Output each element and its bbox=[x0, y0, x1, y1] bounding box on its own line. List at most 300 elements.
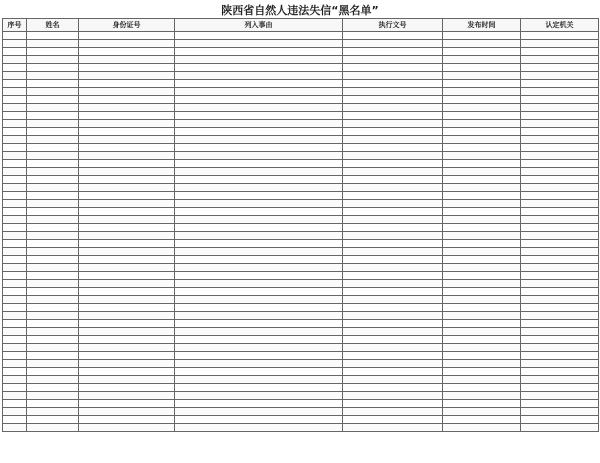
cell-authority bbox=[521, 248, 599, 256]
cell-id-number bbox=[79, 240, 175, 248]
cell-name bbox=[27, 368, 79, 376]
cell-id-number bbox=[79, 272, 175, 280]
cell-name bbox=[27, 192, 79, 200]
cell-name bbox=[27, 144, 79, 152]
cell-publish-date bbox=[443, 224, 521, 232]
table-row bbox=[3, 176, 599, 184]
table-row bbox=[3, 280, 599, 288]
cell-authority bbox=[521, 48, 599, 56]
cell-name bbox=[27, 184, 79, 192]
table-row bbox=[3, 424, 599, 432]
cell-index bbox=[3, 48, 27, 56]
table-row bbox=[3, 200, 599, 208]
cell-name bbox=[27, 112, 79, 120]
cell-case-number bbox=[343, 360, 443, 368]
cell-publish-date bbox=[443, 160, 521, 168]
cell-authority bbox=[521, 64, 599, 72]
cell-name bbox=[27, 200, 79, 208]
table-row bbox=[3, 360, 599, 368]
cell-authority bbox=[521, 184, 599, 192]
cell-authority bbox=[521, 104, 599, 112]
cell-case-number bbox=[343, 152, 443, 160]
column-header-index: 序号 bbox=[3, 19, 27, 32]
cell-id-number bbox=[79, 400, 175, 408]
cell-authority bbox=[521, 200, 599, 208]
cell-case-number bbox=[343, 48, 443, 56]
cell-index bbox=[3, 408, 27, 416]
cell-publish-date bbox=[443, 304, 521, 312]
table-row bbox=[3, 264, 599, 272]
table-row bbox=[3, 224, 599, 232]
cell-reason bbox=[175, 224, 343, 232]
cell-case-number bbox=[343, 64, 443, 72]
cell-case-number bbox=[343, 240, 443, 248]
cell-authority bbox=[521, 72, 599, 80]
cell-index bbox=[3, 360, 27, 368]
cell-publish-date bbox=[443, 192, 521, 200]
cell-id-number bbox=[79, 224, 175, 232]
cell-name bbox=[27, 168, 79, 176]
cell-id-number bbox=[79, 112, 175, 120]
cell-index bbox=[3, 344, 27, 352]
cell-id-number bbox=[79, 96, 175, 104]
cell-reason bbox=[175, 200, 343, 208]
cell-publish-date bbox=[443, 144, 521, 152]
cell-index bbox=[3, 80, 27, 88]
cell-reason bbox=[175, 192, 343, 200]
cell-authority bbox=[521, 80, 599, 88]
cell-reason bbox=[175, 128, 343, 136]
cell-index bbox=[3, 160, 27, 168]
cell-id-number bbox=[79, 344, 175, 352]
cell-authority bbox=[521, 168, 599, 176]
table-row bbox=[3, 232, 599, 240]
cell-name bbox=[27, 328, 79, 336]
table-row bbox=[3, 112, 599, 120]
cell-id-number bbox=[79, 360, 175, 368]
table-row bbox=[3, 248, 599, 256]
cell-id-number bbox=[79, 248, 175, 256]
cell-id-number bbox=[79, 216, 175, 224]
cell-reason bbox=[175, 72, 343, 80]
cell-id-number bbox=[79, 304, 175, 312]
cell-case-number bbox=[343, 144, 443, 152]
cell-index bbox=[3, 56, 27, 64]
cell-id-number bbox=[79, 352, 175, 360]
cell-reason bbox=[175, 232, 343, 240]
cell-case-number bbox=[343, 232, 443, 240]
cell-id-number bbox=[79, 168, 175, 176]
cell-case-number bbox=[343, 368, 443, 376]
cell-case-number bbox=[343, 320, 443, 328]
cell-name bbox=[27, 248, 79, 256]
cell-id-number bbox=[79, 312, 175, 320]
cell-reason bbox=[175, 352, 343, 360]
cell-id-number bbox=[79, 408, 175, 416]
cell-case-number bbox=[343, 304, 443, 312]
cell-authority bbox=[521, 232, 599, 240]
cell-authority bbox=[521, 408, 599, 416]
cell-case-number bbox=[343, 208, 443, 216]
cell-reason bbox=[175, 264, 343, 272]
cell-reason bbox=[175, 312, 343, 320]
cell-name bbox=[27, 320, 79, 328]
table-row bbox=[3, 72, 599, 80]
cell-id-number bbox=[79, 384, 175, 392]
table-row bbox=[3, 56, 599, 64]
cell-index bbox=[3, 224, 27, 232]
cell-name bbox=[27, 208, 79, 216]
cell-reason bbox=[175, 272, 343, 280]
cell-name bbox=[27, 352, 79, 360]
table-row bbox=[3, 32, 599, 40]
table-row bbox=[3, 304, 599, 312]
cell-case-number bbox=[343, 184, 443, 192]
cell-name bbox=[27, 232, 79, 240]
cell-id-number bbox=[79, 288, 175, 296]
cell-index bbox=[3, 256, 27, 264]
cell-name bbox=[27, 416, 79, 424]
cell-authority bbox=[521, 112, 599, 120]
cell-case-number bbox=[343, 56, 443, 64]
cell-id-number bbox=[79, 40, 175, 48]
table-body bbox=[3, 32, 599, 432]
table-row bbox=[3, 376, 599, 384]
cell-case-number bbox=[343, 128, 443, 136]
cell-case-number bbox=[343, 160, 443, 168]
cell-name bbox=[27, 304, 79, 312]
cell-id-number bbox=[79, 72, 175, 80]
cell-publish-date bbox=[443, 320, 521, 328]
cell-reason bbox=[175, 40, 343, 48]
cell-reason bbox=[175, 256, 343, 264]
cell-index bbox=[3, 152, 27, 160]
cell-reason bbox=[175, 64, 343, 72]
cell-case-number bbox=[343, 32, 443, 40]
table-row bbox=[3, 256, 599, 264]
cell-index bbox=[3, 312, 27, 320]
cell-id-number bbox=[79, 144, 175, 152]
cell-case-number bbox=[343, 136, 443, 144]
cell-name bbox=[27, 312, 79, 320]
cell-case-number bbox=[343, 328, 443, 336]
cell-index bbox=[3, 168, 27, 176]
cell-publish-date bbox=[443, 120, 521, 128]
cell-id-number bbox=[79, 120, 175, 128]
table-row bbox=[3, 392, 599, 400]
cell-publish-date bbox=[443, 104, 521, 112]
table-row bbox=[3, 104, 599, 112]
cell-publish-date bbox=[443, 328, 521, 336]
cell-case-number bbox=[343, 216, 443, 224]
cell-id-number bbox=[79, 80, 175, 88]
cell-name bbox=[27, 264, 79, 272]
cell-name bbox=[27, 152, 79, 160]
cell-index bbox=[3, 240, 27, 248]
cell-authority bbox=[521, 128, 599, 136]
cell-index bbox=[3, 288, 27, 296]
cell-index bbox=[3, 96, 27, 104]
table-row bbox=[3, 96, 599, 104]
cell-name bbox=[27, 408, 79, 416]
cell-publish-date bbox=[443, 112, 521, 120]
cell-publish-date bbox=[443, 72, 521, 80]
cell-authority bbox=[521, 144, 599, 152]
table-row bbox=[3, 88, 599, 96]
cell-name bbox=[27, 160, 79, 168]
cell-name bbox=[27, 176, 79, 184]
cell-index bbox=[3, 248, 27, 256]
cell-id-number bbox=[79, 264, 175, 272]
table-row bbox=[3, 40, 599, 48]
cell-authority bbox=[521, 336, 599, 344]
cell-case-number bbox=[343, 176, 443, 184]
cell-name bbox=[27, 376, 79, 384]
cell-reason bbox=[175, 112, 343, 120]
cell-name bbox=[27, 272, 79, 280]
cell-publish-date bbox=[443, 208, 521, 216]
table-row bbox=[3, 152, 599, 160]
cell-index bbox=[3, 352, 27, 360]
cell-name bbox=[27, 360, 79, 368]
cell-reason bbox=[175, 136, 343, 144]
table-row bbox=[3, 344, 599, 352]
cell-name bbox=[27, 216, 79, 224]
cell-authority bbox=[521, 328, 599, 336]
cell-publish-date bbox=[443, 400, 521, 408]
column-header-authority: 认定机关 bbox=[521, 19, 599, 32]
table-row bbox=[3, 384, 599, 392]
cell-authority bbox=[521, 192, 599, 200]
cell-publish-date bbox=[443, 96, 521, 104]
cell-publish-date bbox=[443, 368, 521, 376]
cell-publish-date bbox=[443, 344, 521, 352]
cell-publish-date bbox=[443, 48, 521, 56]
cell-reason bbox=[175, 168, 343, 176]
cell-authority bbox=[521, 120, 599, 128]
cell-case-number bbox=[343, 192, 443, 200]
cell-authority bbox=[521, 288, 599, 296]
cell-index bbox=[3, 184, 27, 192]
cell-reason bbox=[175, 176, 343, 184]
cell-authority bbox=[521, 272, 599, 280]
cell-index bbox=[3, 88, 27, 96]
cell-publish-date bbox=[443, 168, 521, 176]
cell-authority bbox=[521, 216, 599, 224]
cell-case-number bbox=[343, 80, 443, 88]
cell-index bbox=[3, 320, 27, 328]
cell-publish-date bbox=[443, 360, 521, 368]
table-row bbox=[3, 416, 599, 424]
cell-id-number bbox=[79, 128, 175, 136]
cell-id-number bbox=[79, 56, 175, 64]
cell-id-number bbox=[79, 176, 175, 184]
table-row bbox=[3, 216, 599, 224]
cell-authority bbox=[521, 264, 599, 272]
table-row bbox=[3, 272, 599, 280]
cell-case-number bbox=[343, 264, 443, 272]
cell-authority bbox=[521, 56, 599, 64]
cell-name bbox=[27, 128, 79, 136]
cell-authority bbox=[521, 344, 599, 352]
cell-authority bbox=[521, 256, 599, 264]
cell-index bbox=[3, 200, 27, 208]
cell-id-number bbox=[79, 64, 175, 72]
cell-index bbox=[3, 216, 27, 224]
cell-reason bbox=[175, 144, 343, 152]
cell-authority bbox=[521, 384, 599, 392]
cell-id-number bbox=[79, 320, 175, 328]
cell-authority bbox=[521, 360, 599, 368]
cell-id-number bbox=[79, 88, 175, 96]
cell-reason bbox=[175, 88, 343, 96]
cell-index bbox=[3, 176, 27, 184]
cell-publish-date bbox=[443, 32, 521, 40]
cell-id-number bbox=[79, 160, 175, 168]
cell-reason bbox=[175, 360, 343, 368]
cell-case-number bbox=[343, 280, 443, 288]
table-row bbox=[3, 160, 599, 168]
cell-index bbox=[3, 392, 27, 400]
cell-name bbox=[27, 48, 79, 56]
cell-case-number bbox=[343, 120, 443, 128]
cell-authority bbox=[521, 392, 599, 400]
cell-publish-date bbox=[443, 312, 521, 320]
cell-id-number bbox=[79, 256, 175, 264]
cell-case-number bbox=[343, 200, 443, 208]
cell-index bbox=[3, 264, 27, 272]
cell-name bbox=[27, 40, 79, 48]
table-row bbox=[3, 352, 599, 360]
cell-case-number bbox=[343, 168, 443, 176]
column-header-id-number: 身份证号 bbox=[79, 19, 175, 32]
cell-id-number bbox=[79, 416, 175, 424]
cell-publish-date bbox=[443, 408, 521, 416]
cell-id-number bbox=[79, 200, 175, 208]
cell-id-number bbox=[79, 192, 175, 200]
cell-publish-date bbox=[443, 88, 521, 96]
cell-case-number bbox=[343, 392, 443, 400]
cell-reason bbox=[175, 368, 343, 376]
cell-index bbox=[3, 368, 27, 376]
table-row bbox=[3, 408, 599, 416]
cell-authority bbox=[521, 376, 599, 384]
table-row bbox=[3, 288, 599, 296]
cell-id-number bbox=[79, 368, 175, 376]
cell-index bbox=[3, 112, 27, 120]
blacklist-table bbox=[2, 18, 599, 432]
column-header-reason: 列入事由 bbox=[175, 19, 343, 32]
cell-publish-date bbox=[443, 272, 521, 280]
cell-case-number bbox=[343, 288, 443, 296]
table-row bbox=[3, 312, 599, 320]
cell-name bbox=[27, 336, 79, 344]
cell-case-number bbox=[343, 248, 443, 256]
cell-case-number bbox=[343, 376, 443, 384]
cell-reason bbox=[175, 288, 343, 296]
cell-authority bbox=[521, 416, 599, 424]
cell-reason bbox=[175, 120, 343, 128]
cell-index bbox=[3, 136, 27, 144]
cell-authority bbox=[521, 280, 599, 288]
cell-publish-date bbox=[443, 184, 521, 192]
cell-publish-date bbox=[443, 200, 521, 208]
document-title: 陕西省自然人违法失信“黑名单” bbox=[221, 4, 379, 17]
cell-case-number bbox=[343, 424, 443, 432]
table-row bbox=[3, 168, 599, 176]
cell-reason bbox=[175, 56, 343, 64]
cell-case-number bbox=[343, 40, 443, 48]
cell-publish-date bbox=[443, 56, 521, 64]
cell-reason bbox=[175, 400, 343, 408]
cell-name bbox=[27, 56, 79, 64]
table-row bbox=[3, 192, 599, 200]
cell-id-number bbox=[79, 104, 175, 112]
cell-publish-date bbox=[443, 384, 521, 392]
cell-case-number bbox=[343, 72, 443, 80]
cell-case-number bbox=[343, 272, 443, 280]
cell-case-number bbox=[343, 224, 443, 232]
cell-id-number bbox=[79, 136, 175, 144]
cell-id-number bbox=[79, 392, 175, 400]
cell-index bbox=[3, 128, 27, 136]
cell-reason bbox=[175, 416, 343, 424]
cell-publish-date bbox=[443, 296, 521, 304]
cell-case-number bbox=[343, 384, 443, 392]
cell-id-number bbox=[79, 48, 175, 56]
table-row bbox=[3, 48, 599, 56]
table-row bbox=[3, 336, 599, 344]
table-row bbox=[3, 80, 599, 88]
cell-index bbox=[3, 72, 27, 80]
cell-index bbox=[3, 272, 27, 280]
column-header-case-number: 执行文号 bbox=[343, 19, 443, 32]
cell-reason bbox=[175, 32, 343, 40]
table-row bbox=[3, 120, 599, 128]
cell-publish-date bbox=[443, 232, 521, 240]
cell-name bbox=[27, 96, 79, 104]
cell-reason bbox=[175, 304, 343, 312]
cell-reason bbox=[175, 328, 343, 336]
cell-name bbox=[27, 256, 79, 264]
cell-publish-date bbox=[443, 288, 521, 296]
cell-index bbox=[3, 104, 27, 112]
cell-reason bbox=[175, 384, 343, 392]
cell-authority bbox=[521, 152, 599, 160]
cell-id-number bbox=[79, 208, 175, 216]
cell-case-number bbox=[343, 96, 443, 104]
cell-name bbox=[27, 136, 79, 144]
cell-name bbox=[27, 32, 79, 40]
cell-case-number bbox=[343, 344, 443, 352]
cell-authority bbox=[521, 424, 599, 432]
cell-id-number bbox=[79, 336, 175, 344]
cell-name bbox=[27, 392, 79, 400]
cell-reason bbox=[175, 248, 343, 256]
cell-name bbox=[27, 384, 79, 392]
cell-index bbox=[3, 280, 27, 288]
cell-id-number bbox=[79, 152, 175, 160]
cell-index bbox=[3, 424, 27, 432]
cell-id-number bbox=[79, 32, 175, 40]
cell-index bbox=[3, 296, 27, 304]
cell-name bbox=[27, 80, 79, 88]
cell-name bbox=[27, 72, 79, 80]
cell-name bbox=[27, 64, 79, 72]
cell-reason bbox=[175, 96, 343, 104]
cell-index bbox=[3, 304, 27, 312]
cell-index bbox=[3, 384, 27, 392]
